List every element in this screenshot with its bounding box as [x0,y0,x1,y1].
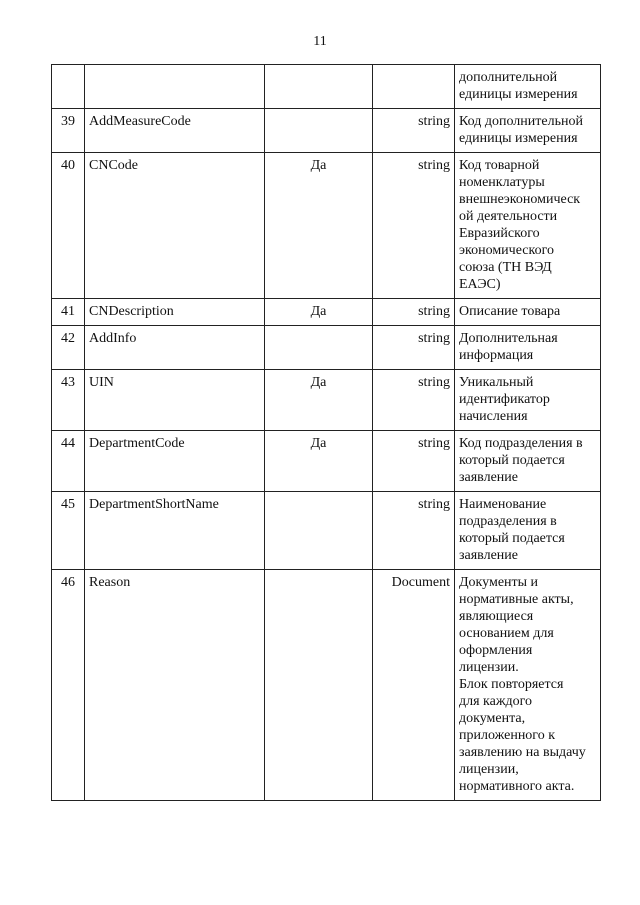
page-number: 11 [313,34,327,49]
table-row [52,492,601,570]
required-flag [265,109,373,153]
field-type [373,65,455,109]
table-row [52,431,601,492]
row-number: 39 [52,109,85,153]
field-description: Код товарной номенклатуры внешнеэкономическ ой деятельности Евразийского экономического союза (ТН ВЭД ЕАЭС) [455,153,601,299]
field-description: Код подразделения в который подается заявление [455,431,601,492]
row-number: 43 [52,370,85,431]
required-flag: Да [265,370,373,431]
field-description: Наименование подразделения в который подается заявление [455,492,601,570]
field-name: AddInfo [85,326,265,370]
table-row [52,326,601,370]
field-name: Reason [85,570,265,801]
row-number: 46 [52,570,85,801]
table-row [52,109,601,153]
required-flag [265,492,373,570]
field-description: Описание товара [455,299,601,326]
required-flag [265,570,373,801]
field-type: string [373,370,455,431]
required-flag [265,326,373,370]
field-name: AddMeasureCode [85,109,265,153]
required-flag [265,65,373,109]
field-type: string [373,431,455,492]
table-row [52,570,601,801]
field-spec-table [51,64,601,801]
row-number [52,65,85,109]
field-description: Уникальный идентификатор начисления [455,370,601,431]
field-type: string [373,109,455,153]
field-type: Document [373,570,455,801]
field-type: string [373,492,455,570]
required-flag: Да [265,153,373,299]
table-row [52,65,601,109]
field-type: string [373,153,455,299]
row-number: 42 [52,326,85,370]
row-number: 40 [52,153,85,299]
field-name: CNDescription [85,299,265,326]
row-number: 44 [52,431,85,492]
row-number: 45 [52,492,85,570]
field-name: DepartmentShortName [85,492,265,570]
field-name: CNCode [85,153,265,299]
field-description: Дополнительная информация [455,326,601,370]
row-number: 41 [52,299,85,326]
field-type: string [373,299,455,326]
field-description: Документы и нормативные акты, являющиеся основанием для оформления лицензии. Блок повторяется для каждого документа, приложенного к заявлению на выдачу лицензии, нормативного акта. [455,570,601,801]
required-flag: Да [265,431,373,492]
field-name: UIN [85,370,265,431]
field-type: string [373,326,455,370]
table-row [52,370,601,431]
field-name [85,65,265,109]
field-description: дополнительной единицы измерения [455,65,601,109]
field-description: Код дополнительной единицы измерения [455,109,601,153]
table-row [52,299,601,326]
field-name: DepartmentCode [85,431,265,492]
table-row [52,153,601,299]
required-flag: Да [265,299,373,326]
